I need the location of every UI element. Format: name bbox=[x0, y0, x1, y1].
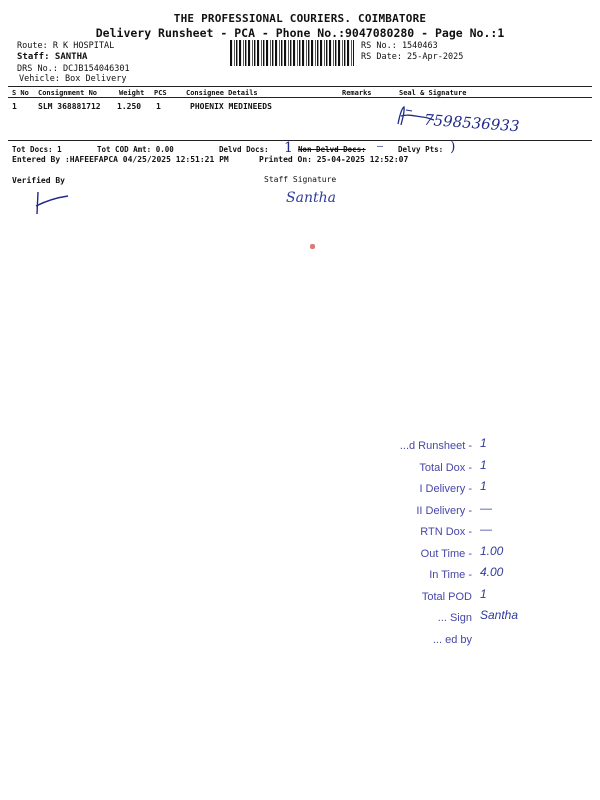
stamp-line-value: 4.00 bbox=[480, 565, 504, 579]
stamp-line-label: RTN Dox - bbox=[420, 526, 472, 538]
barcode-bar bbox=[333, 40, 334, 66]
barcode-bar bbox=[230, 40, 232, 66]
stamp-line-value: — bbox=[480, 522, 492, 536]
verified-by-label: Verified By bbox=[12, 176, 65, 185]
barcode-bar bbox=[299, 40, 300, 66]
barcode-bar bbox=[234, 40, 235, 66]
barcode-bar bbox=[288, 40, 289, 66]
barcode-bar bbox=[347, 40, 349, 66]
stamp-line-value: 1 bbox=[480, 436, 487, 450]
barcode-bar bbox=[324, 40, 325, 66]
col-remarks: Remarks bbox=[342, 89, 372, 97]
barcode-bar bbox=[284, 40, 286, 66]
barcode-bar bbox=[272, 40, 273, 66]
stamp-line-label: ... ed by bbox=[432, 633, 472, 646]
barcode-bar bbox=[342, 40, 343, 66]
barcode-bar bbox=[317, 40, 318, 66]
stamp-line-value: 1 bbox=[480, 457, 487, 472]
delvy-handwritten: ) bbox=[450, 139, 456, 155]
barcode-bar bbox=[275, 40, 277, 66]
col-pcs: PCS bbox=[154, 89, 167, 97]
row-weight: 1.250 bbox=[117, 102, 142, 111]
staff-handwritten-signature: Santha bbox=[286, 190, 336, 206]
barcode-bar bbox=[266, 40, 268, 66]
barcode-bar bbox=[353, 40, 354, 66]
stamp-line-label: ... Sign bbox=[437, 612, 472, 624]
row-pcs: 1 bbox=[156, 102, 161, 111]
barcode-bar bbox=[257, 40, 259, 66]
rs-number: RS No.: 1540463 bbox=[361, 41, 438, 51]
verifier-signature bbox=[28, 190, 72, 218]
staff-label: Staff: SANTHA bbox=[17, 52, 88, 62]
barcode-bar bbox=[252, 40, 253, 66]
tot-cod-amt: Tot COD Amt: 0.00 bbox=[97, 145, 174, 154]
stamp-line-label: ...d Runsheet - bbox=[399, 440, 472, 452]
row-consignee: PHOENIX MEDINEEDS bbox=[190, 102, 272, 111]
row-consignment: SLM 368881712 bbox=[38, 102, 101, 111]
stamp-line-value: 1 bbox=[480, 479, 487, 493]
row-sno: 1 bbox=[12, 102, 17, 111]
document-subtitle: Delivery Runsheet - PCA - Phone No.:9047080280 - Page No.:1 bbox=[95, 26, 505, 40]
drs-number: DRS No.: DCJB154046301 bbox=[17, 64, 130, 74]
col-consignee: Consignee Details bbox=[186, 89, 258, 97]
barcode bbox=[230, 40, 354, 66]
totals-rule bbox=[8, 140, 592, 141]
stamp-line-value: 1 bbox=[480, 586, 487, 601]
non-delvd-docs: Non Delvd Docs: bbox=[298, 145, 366, 154]
delivery-stamp bbox=[370, 436, 550, 650]
rs-date: RS Date: 25-Apr-2025 bbox=[361, 52, 464, 62]
barcode-bar bbox=[297, 40, 298, 66]
barcode-bar bbox=[326, 40, 327, 66]
barcode-bar bbox=[302, 40, 304, 66]
stamp-line-label: II Delivery - bbox=[416, 504, 472, 517]
barcode-bar bbox=[308, 40, 309, 66]
table-top-rule bbox=[8, 86, 592, 87]
barcode-bar bbox=[329, 40, 331, 66]
stamp-line-label: In Time - bbox=[429, 569, 472, 581]
tot-docs: Tot Docs: 1 bbox=[12, 145, 62, 154]
barcode-bar bbox=[338, 40, 340, 66]
barcode-bar bbox=[290, 40, 291, 66]
barcode-bar bbox=[315, 40, 316, 66]
barcode-bar bbox=[311, 40, 313, 66]
stamp-line-value: — bbox=[480, 500, 492, 515]
barcode-bar bbox=[270, 40, 271, 66]
barcode-bar bbox=[293, 40, 295, 66]
stamp-line-label: I Delivery - bbox=[419, 483, 472, 495]
barcode-bar bbox=[245, 40, 246, 66]
delvd-docs: Delvd Docs: bbox=[219, 145, 269, 154]
stamp-line-label: Total Dox - bbox=[419, 461, 472, 474]
table-header-rule bbox=[8, 97, 592, 98]
barcode-bar bbox=[306, 40, 307, 66]
barcode-bar bbox=[281, 40, 282, 66]
document-title: THE PROFESSIONAL COURIERS. COIMBATORE bbox=[173, 12, 427, 25]
stamp-line-value: 1.00 bbox=[480, 543, 504, 558]
barcode-bar bbox=[261, 40, 262, 66]
col-consignment: Consignment No bbox=[38, 89, 98, 97]
entered-by: Entered By :HAFEEFAPCA 04/25/2025 12:51:21 PM bbox=[12, 155, 229, 164]
red-ink-mark bbox=[310, 244, 315, 249]
vehicle-label: Vehicle: Box Delivery bbox=[19, 74, 127, 84]
barcode-bar bbox=[236, 40, 237, 66]
col-seal-signature: Seal & Signature bbox=[399, 89, 467, 97]
printed-on: Printed On: 25-04-2025 12:52:07 bbox=[259, 155, 409, 164]
col-sno: S No bbox=[12, 89, 29, 97]
barcode-bar bbox=[239, 40, 241, 66]
barcode-bar bbox=[335, 40, 336, 66]
barcode-bar bbox=[248, 40, 250, 66]
barcode-bar bbox=[279, 40, 280, 66]
barcode-bar bbox=[254, 40, 255, 66]
delvd-handwritten: 1 bbox=[284, 140, 293, 156]
stamp-line-label: Out Time - bbox=[420, 547, 472, 560]
staff-signature-label: Staff Signature bbox=[264, 175, 337, 184]
stamp-line-value: Santha bbox=[480, 608, 519, 622]
barcode-bar bbox=[320, 40, 322, 66]
route-label: Route: R K HOSPITAL bbox=[17, 41, 115, 51]
barcode-bar bbox=[351, 40, 352, 66]
barcode-bar bbox=[263, 40, 264, 66]
non-delvd-handwritten: — bbox=[377, 141, 384, 152]
handwritten-phone: 7598536933 bbox=[423, 110, 520, 136]
barcode-bar bbox=[344, 40, 345, 66]
stamp-line-label: Total POD bbox=[421, 590, 472, 603]
col-weight: Weight bbox=[119, 89, 145, 97]
barcode-bar bbox=[243, 40, 244, 66]
delvy-pts: Delvy Pts: bbox=[398, 145, 444, 154]
